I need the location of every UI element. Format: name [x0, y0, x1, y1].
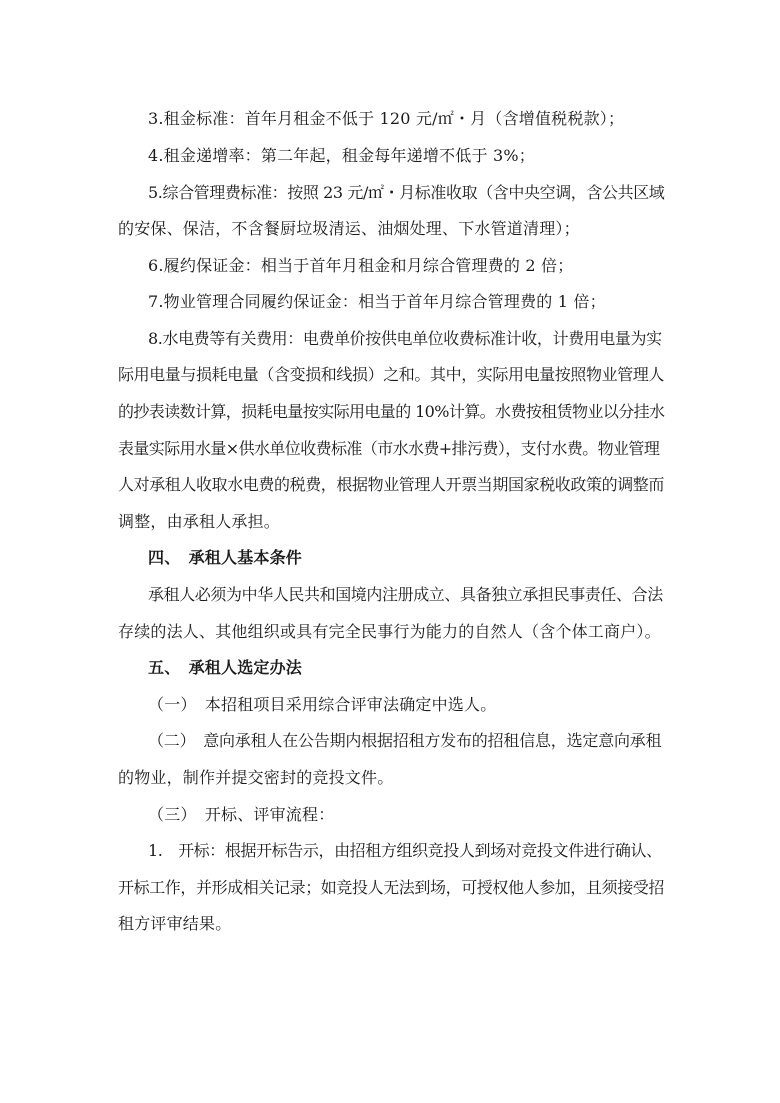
clause-1-evaluation-method: （一） 本招租项目采用综合评审法确定中选人。 [148, 695, 497, 714]
item-8-utilities-line-1: 8.水电费等有关费用：电费单价按供电单位收费标准计收，计费用电量为实 [148, 329, 662, 348]
item-3-rent-standard: 3.租金标准：首年月租金不低于 120 元/㎡・月（含增值税税款）； [148, 109, 625, 128]
item-4-rent-increase-rate: 4.租金递增率：第二年起，租金每年递增不低于 3%； [148, 146, 535, 165]
item-8-utilities-line-3: 的抄表读数计算，损耗电量按实际用电量的 10%计算。水费按租赁物业以分挂水 [118, 402, 665, 421]
clause-2-bid-submission-line-2: 的物业，制作并提交密封的竞投文件。 [118, 768, 394, 787]
clause-3-process-heading: （三） 开标、评审流程： [148, 805, 335, 824]
clause-2-bid-submission-line-1: （二） 意向承租人在公告期内根据招租方发布的招租信息，选定意向承租 [148, 731, 662, 750]
step-1-bid-opening-line-1: 1. 开标：根据开标告示，由招租方组织竞投人到场对竞投文件进行确认、 [148, 841, 662, 860]
step-1-bid-opening-line-3: 租方评审结果。 [118, 914, 232, 933]
item-8-utilities-line-6: 调整，由承租人承担。 [118, 512, 281, 531]
section-4-heading: 四、 承租人基本条件 [148, 548, 303, 567]
section-4-body-line-1: 承租人必须为中华人民共和国境内注册成立、具备独立承担民事责任、合法 [148, 585, 663, 604]
item-8-utilities-line-4: 表量实际用水量×供水单位收费标准（市水水费+排污费），支付水费。物业管理 [118, 439, 660, 458]
item-8-utilities-line-5: 人对承租人收取水电费的税费，根据物业管理人开票当期国家税收政策的调整而 [118, 475, 665, 494]
section-4-body-line-2: 存续的法人、其他组织或具有完全民事行为能力的自然人（含个体工商户）。 [118, 622, 661, 641]
section-5-heading: 五、 承租人选定办法 [148, 658, 303, 677]
item-5-management-fee-line-1: 5.综合管理费标准：按照 23 元/㎡・月标准收取（含中央空调，含公共区域 [148, 183, 665, 202]
item-7-property-contract-deposit: 7.物业管理合同履约保证金：相当于首年月综合管理费的 1 倍； [148, 292, 606, 311]
item-8-utilities-line-2: 际用电量与损耗电量（含变损和线损）之和。其中，实际用电量按照物业管理人 [118, 365, 665, 384]
item-5-management-fee-line-2: 的安保、保洁，不含餐厨垃圾清运、油烟处理、下水管道清理）； [118, 219, 580, 238]
step-1-bid-opening-line-2: 开标工作，并形成相关记录；如竞投人无法到场，可授权他人参加，且须接受招 [118, 878, 665, 897]
item-6-performance-deposit: 6.履约保证金：相当于首年月租金和月综合管理费的 2 倍； [148, 256, 574, 275]
